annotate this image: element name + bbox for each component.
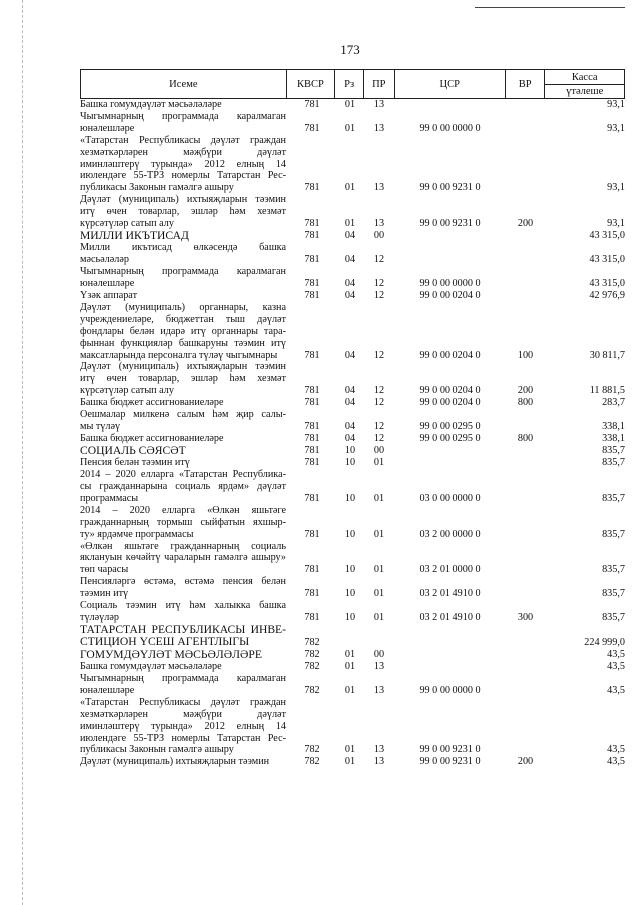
row-kvsr: 781 xyxy=(304,182,320,194)
row-pr: 13 xyxy=(373,122,385,134)
header-vr: ВР xyxy=(505,70,545,99)
row-name-line: СОЦИАЛЬ СӘЯСӘТ xyxy=(80,443,186,457)
row-amount: 93,1 xyxy=(607,122,625,134)
row-name-line: МИЛЛИ ИКЪТИСАД xyxy=(80,228,189,242)
row-amount: 30 811,7 xyxy=(589,349,625,361)
row-rz: 10 xyxy=(344,445,356,457)
row-vr: 200 xyxy=(517,218,534,230)
row-csr: 99 0 00 9231 0 xyxy=(419,756,481,768)
row-name-line: ГОМУМДӘҮЛӘТ МӘСЬӘЛӘЛӘРЕ xyxy=(80,647,262,661)
row-rz: 01 xyxy=(344,684,356,696)
row-name-line: түләүләр xyxy=(80,611,119,623)
row-name-line: «Өлкән яшьтәге гражданнарның социаль xyxy=(80,540,286,552)
row-name xyxy=(80,457,286,469)
row-rz: 04 xyxy=(344,432,356,444)
row-csr: 99 0 00 0204 0 xyxy=(419,349,481,361)
row-amount: 283,7 xyxy=(602,397,625,409)
row-rz: 01 xyxy=(344,744,356,756)
row-name-line: Милли икътисад өлкәсендә башка xyxy=(80,242,286,254)
row-csr: 99 0 00 0295 0 xyxy=(419,420,481,432)
row-name-line: июлендәге 55-ТРЗ номерлы Татарстан Рес- xyxy=(80,732,286,744)
row-kvsr: 782 xyxy=(304,661,320,673)
row-amount: 11 881,5 xyxy=(589,385,625,397)
row-kvsr: 781 xyxy=(304,457,320,469)
row-name-line: күрсәтүләр сатып алу xyxy=(80,218,174,230)
row-amount: 43,5 xyxy=(607,661,625,673)
row-rz: 04 xyxy=(344,290,356,301)
row-pr: 00 xyxy=(373,649,385,661)
row-name-line: июлендәге 55-ТРЗ номерлы Татарстан Рес- xyxy=(80,170,286,182)
row-name-line: ту» ярдәмче программасы xyxy=(80,528,194,540)
row-pr: 13 xyxy=(373,218,385,230)
row-amount: 43,5 xyxy=(607,684,625,696)
row-rz: 01 xyxy=(344,218,356,230)
row-pr: 13 xyxy=(373,99,385,110)
table-row xyxy=(80,433,625,445)
row-name-line: хезмәткәрләрен мәҗбүри дәүләт xyxy=(80,708,286,720)
row-kvsr: 781 xyxy=(304,611,320,623)
row-name xyxy=(80,230,286,242)
row-kvsr: 781 xyxy=(304,218,320,230)
header-kassa-bottom: үтәлеше xyxy=(566,86,604,97)
row-name xyxy=(80,673,286,697)
row-rz: 01 xyxy=(344,661,356,673)
binding-margin-marks xyxy=(22,0,23,905)
row-kvsr: 782 xyxy=(304,684,320,696)
row-kvsr: 781 xyxy=(304,254,320,266)
row-kvsr: 781 xyxy=(304,432,320,444)
table-row xyxy=(80,302,625,362)
row-name-line: итү өчен товарлар, эшләр һәм хезмәт xyxy=(80,206,286,218)
row-name-line: юнәлешләре xyxy=(80,122,135,134)
row-name-line: күрсәтүләр сатып алу xyxy=(80,385,174,397)
row-name-line: Башка бюджет ассигнованиеләре xyxy=(80,432,224,444)
row-name-line: Пенсияләргә өстәмә, өстәмә пенсия белән xyxy=(80,576,286,588)
row-name-line: юнәлешләре xyxy=(80,684,135,696)
row-amount: 43,5 xyxy=(607,649,625,661)
row-csr: 03 2 01 4910 0 xyxy=(419,588,481,600)
row-pr: 12 xyxy=(373,420,385,432)
row-pr: 12 xyxy=(373,397,385,409)
row-rz: 04 xyxy=(344,349,356,361)
table-header xyxy=(80,69,625,99)
row-name xyxy=(80,290,286,302)
row-name xyxy=(80,99,286,111)
row-csr: 99 0 00 0000 0 xyxy=(419,684,481,696)
row-name xyxy=(80,433,286,445)
row-csr: 03 2 01 4910 0 xyxy=(419,611,481,623)
row-pr: 12 xyxy=(373,349,385,361)
row-amount: 338,1 xyxy=(602,432,625,444)
row-name-line: ТАТАРСТАН РЕСПУБЛИКАСЫ ИНВЕ- xyxy=(80,622,286,636)
row-amount: 224 999,0 xyxy=(584,636,625,648)
table-row xyxy=(80,397,625,409)
row-name xyxy=(80,194,286,230)
row-rz: 10 xyxy=(344,564,356,576)
row-rz: 01 xyxy=(344,756,356,768)
row-csr: 99 0 00 0000 0 xyxy=(419,122,481,134)
row-pr: 01 xyxy=(373,528,385,540)
row-name xyxy=(80,624,286,649)
row-pr: 01 xyxy=(373,457,385,469)
row-name-line: Чыгымнарның программада каралмаган xyxy=(80,266,286,278)
row-amount: 835,7 xyxy=(602,611,625,623)
row-csr: 03 2 01 0000 0 xyxy=(419,564,481,576)
table-row xyxy=(80,505,625,541)
row-name xyxy=(80,541,286,577)
row-rz: 01 xyxy=(344,182,356,194)
row-name-line: программасы xyxy=(80,492,139,504)
row-name xyxy=(80,469,286,505)
row-name-line: яклануын көчәйтү чараларын гамәлгә ашыру» xyxy=(80,552,286,564)
row-csr: 99 0 00 0295 0 xyxy=(419,432,481,444)
row-pr: 13 xyxy=(373,182,385,194)
row-pr: 13 xyxy=(373,684,385,696)
header-name: Исеме xyxy=(81,70,287,99)
row-name-line: СТИЦИОН ҮСЕШ АГЕНТЛЫГЫ xyxy=(80,635,250,649)
row-name xyxy=(80,505,286,541)
table-row xyxy=(80,409,625,433)
row-vr: 800 xyxy=(517,432,534,444)
row-kvsr: 782 xyxy=(304,649,320,661)
row-name-line: Дәүләт (муниципаль) ихтыяҗларын тәэмин xyxy=(80,194,286,206)
row-amount: 835,7 xyxy=(602,564,625,576)
row-name-line: Дәүләт (муниципаль) ихтыяҗларын тәэмин xyxy=(80,756,270,768)
row-name-line: фондлары белән идарә итү органнары тара- xyxy=(80,325,286,337)
row-amount: 93,1 xyxy=(607,182,625,194)
header-csr: ЦСР xyxy=(394,70,505,99)
row-pr: 13 xyxy=(373,744,385,756)
row-vr: 200 xyxy=(517,756,534,768)
row-kvsr: 781 xyxy=(304,492,320,504)
row-name-line: максатларында персоналга түләү чыгымнары xyxy=(80,349,278,361)
row-name-line: Башка гомумдәүләт мәсьәләләре xyxy=(80,661,222,673)
row-name-line: Оешмалар милкенә салым һәм җир салы- xyxy=(80,409,286,421)
row-name xyxy=(80,242,286,266)
row-name xyxy=(80,697,286,757)
row-csr: 99 0 00 0204 0 xyxy=(419,397,481,409)
row-vr: 300 xyxy=(517,611,534,623)
row-rz: 01 xyxy=(344,99,356,110)
row-kvsr: 781 xyxy=(304,564,320,576)
row-amount: 43 315,0 xyxy=(589,254,625,266)
row-name-line: Чыгымнарның программада каралмаган xyxy=(80,673,286,684)
row-name-line: учреждениеләре, бюджеттан тыш дәүләт xyxy=(80,313,286,325)
row-pr: 01 xyxy=(373,588,385,600)
row-pr: 12 xyxy=(373,432,385,444)
row-name xyxy=(80,661,286,673)
header-rz: Рз xyxy=(335,70,364,99)
header-kassa xyxy=(545,70,625,99)
row-kvsr: 781 xyxy=(304,588,320,600)
row-kvsr: 782 xyxy=(304,756,320,768)
row-amount: 43,5 xyxy=(607,744,625,756)
row-name xyxy=(80,397,286,409)
row-csr: 03 0 00 0000 0 xyxy=(419,492,481,504)
row-amount: 93,1 xyxy=(607,99,625,110)
row-amount: 835,7 xyxy=(602,445,625,457)
row-amount: 93,1 xyxy=(607,218,625,230)
header-kassa-divider xyxy=(545,84,624,85)
row-pr: 13 xyxy=(373,661,385,673)
table-row xyxy=(80,541,625,577)
row-name-line: 2014 – 2020 елларга «Татарстан Республика- xyxy=(80,469,286,481)
table-row xyxy=(80,624,625,649)
row-kvsr: 781 xyxy=(304,230,320,242)
row-amount: 835,7 xyxy=(602,457,625,469)
row-rz: 04 xyxy=(344,397,356,409)
row-rz: 04 xyxy=(344,420,356,432)
table-row xyxy=(80,266,625,290)
row-kvsr: 781 xyxy=(304,528,320,540)
table-row xyxy=(80,230,625,242)
row-name-line: Башка гомумдәүләт мәсьәләләре xyxy=(80,99,222,110)
row-kvsr: 781 xyxy=(304,397,320,409)
table-row xyxy=(80,649,625,661)
row-rz: 10 xyxy=(344,457,356,469)
row-amount: 835,7 xyxy=(602,492,625,504)
row-name-line: мәсьәләләр xyxy=(80,254,129,266)
row-pr: 01 xyxy=(373,611,385,623)
header-kvsr: КВСР xyxy=(286,70,335,99)
table-row xyxy=(80,290,625,302)
row-name xyxy=(80,302,286,362)
row-pr: 12 xyxy=(373,278,385,290)
table-row xyxy=(80,600,625,624)
row-pr: 01 xyxy=(373,492,385,504)
row-name xyxy=(80,649,286,661)
table-row xyxy=(80,99,625,111)
row-amount: 42 976,9 xyxy=(589,290,625,301)
row-name-line: гражданнарның тормыш сыйфатын яхшыр- xyxy=(80,516,286,528)
row-pr: 01 xyxy=(373,564,385,576)
row-rz: 04 xyxy=(344,385,356,397)
row-amount: 338,1 xyxy=(602,420,625,432)
row-name xyxy=(80,409,286,433)
table-row xyxy=(80,111,625,135)
row-name-line: Пенсия белән тәэмин итү xyxy=(80,457,190,469)
row-kvsr: 781 xyxy=(304,122,320,134)
row-rz: 10 xyxy=(344,611,356,623)
row-rz: 10 xyxy=(344,528,356,540)
row-name xyxy=(80,361,286,397)
table-row xyxy=(80,242,625,266)
row-kvsr: 781 xyxy=(304,278,320,290)
row-name-line: Дәүләт (муниципаль) ихтыяҗларын тәэмин xyxy=(80,361,286,373)
row-kvsr: 781 xyxy=(304,385,320,397)
row-rz: 10 xyxy=(344,588,356,600)
row-rz: 04 xyxy=(344,278,356,290)
row-rz: 01 xyxy=(344,649,356,661)
header-kassa-top: Касса xyxy=(571,72,598,83)
row-name-line: 2014 – 2020 елларга «Өлкән яшьтәге xyxy=(80,504,286,516)
row-name-line: Чыгымнарның программада каралмаган xyxy=(80,110,286,122)
row-kvsr: 781 xyxy=(304,349,320,361)
row-name xyxy=(80,135,286,195)
page-number: 173 xyxy=(340,42,360,57)
row-rz: 04 xyxy=(344,230,356,242)
row-kvsr: 782 xyxy=(304,744,320,756)
row-kvsr: 782 xyxy=(304,636,320,648)
row-name-line: Дәүләт (муниципаль) органнары, казна xyxy=(80,301,286,313)
row-amount: 43,5 xyxy=(607,756,625,768)
budget-rows xyxy=(80,99,625,768)
row-name xyxy=(80,445,286,457)
row-csr: 99 0 00 0000 0 xyxy=(419,278,481,290)
row-vr: 100 xyxy=(517,349,534,361)
table-row xyxy=(80,469,625,505)
row-amount: 835,7 xyxy=(602,588,625,600)
row-amount: 835,7 xyxy=(602,528,625,540)
row-vr: 800 xyxy=(517,397,534,409)
row-rz: 10 xyxy=(344,492,356,504)
row-name xyxy=(80,600,286,624)
table-row xyxy=(80,445,625,457)
row-name-line: хезмәткәрләрен мәҗбүри дәүләт xyxy=(80,146,286,158)
row-name-line: публикасы Законын гамәлгә ашыру xyxy=(80,182,234,194)
row-name-line: иминләштерү турында» 2012 елның 14 xyxy=(80,720,286,732)
row-rz: 04 xyxy=(344,254,356,266)
row-pr: 00 xyxy=(373,230,385,242)
header-pr: ПР xyxy=(363,70,394,99)
row-kvsr: 781 xyxy=(304,290,320,301)
row-name-line: публикасы Законын гамәлгә ашыру xyxy=(80,744,234,756)
row-csr: 99 0 00 9231 0 xyxy=(419,218,481,230)
row-csr: 03 2 00 0000 0 xyxy=(419,528,481,540)
row-kvsr: 781 xyxy=(304,99,320,110)
row-csr: 99 0 00 0204 0 xyxy=(419,290,481,301)
row-csr: 99 0 00 9231 0 xyxy=(419,744,481,756)
table-row xyxy=(80,457,625,469)
row-name-line: иминләштерү турында» 2012 елның 14 xyxy=(80,158,286,170)
row-name-line: юнәлешләре xyxy=(80,278,135,290)
row-csr: 99 0 00 0204 0 xyxy=(419,385,481,397)
row-name-line: мы түләү xyxy=(80,420,121,432)
row-csr: 99 0 00 9231 0 xyxy=(419,182,481,194)
table-row xyxy=(80,756,625,768)
row-name xyxy=(80,756,286,768)
row-kvsr: 781 xyxy=(304,445,320,457)
row-pr: 12 xyxy=(373,385,385,397)
table-row xyxy=(80,194,625,230)
table-row xyxy=(80,661,625,673)
table-row xyxy=(80,697,625,757)
row-pr: 12 xyxy=(373,290,385,301)
row-vr: 200 xyxy=(517,385,534,397)
row-kvsr: 781 xyxy=(304,420,320,432)
row-name-line: «Татарстан Республикасы дәүләт граждан xyxy=(80,134,286,146)
row-name-line: «Татарстан Республикасы дәүләт граждан xyxy=(80,696,286,708)
row-name-line: сы гражданнарына социаль ярдәм» дәүләт xyxy=(80,481,286,492)
row-name-line: фыннан функцияләр башкаруны тәэмин итү xyxy=(80,337,286,349)
row-name xyxy=(80,576,286,600)
row-name xyxy=(80,266,286,290)
row-name-line: итү өчен товарлар, эшләр һәм хезмәт xyxy=(80,373,286,385)
row-name-line: тәэмин итү xyxy=(80,588,129,600)
row-amount: 43 315,0 xyxy=(589,278,625,290)
row-rz: 01 xyxy=(344,122,356,134)
row-name-line: Башка бюджет ассигнованиеләре xyxy=(80,397,224,409)
row-name xyxy=(80,111,286,135)
row-pr: 12 xyxy=(373,254,385,266)
row-amount: 43 315,0 xyxy=(589,230,625,242)
top-rule xyxy=(475,7,625,8)
row-name-line: Социаль тәэмин итү һәм халыкка башка xyxy=(80,600,286,612)
table-row xyxy=(80,361,625,397)
table-row xyxy=(80,673,625,697)
table-row xyxy=(80,135,625,195)
row-pr: 00 xyxy=(373,445,385,457)
row-pr: 13 xyxy=(373,756,385,768)
table-row xyxy=(80,576,625,600)
row-name-line: төп чарасы xyxy=(80,564,129,576)
row-name-line: Үзәк аппарат xyxy=(80,290,138,301)
